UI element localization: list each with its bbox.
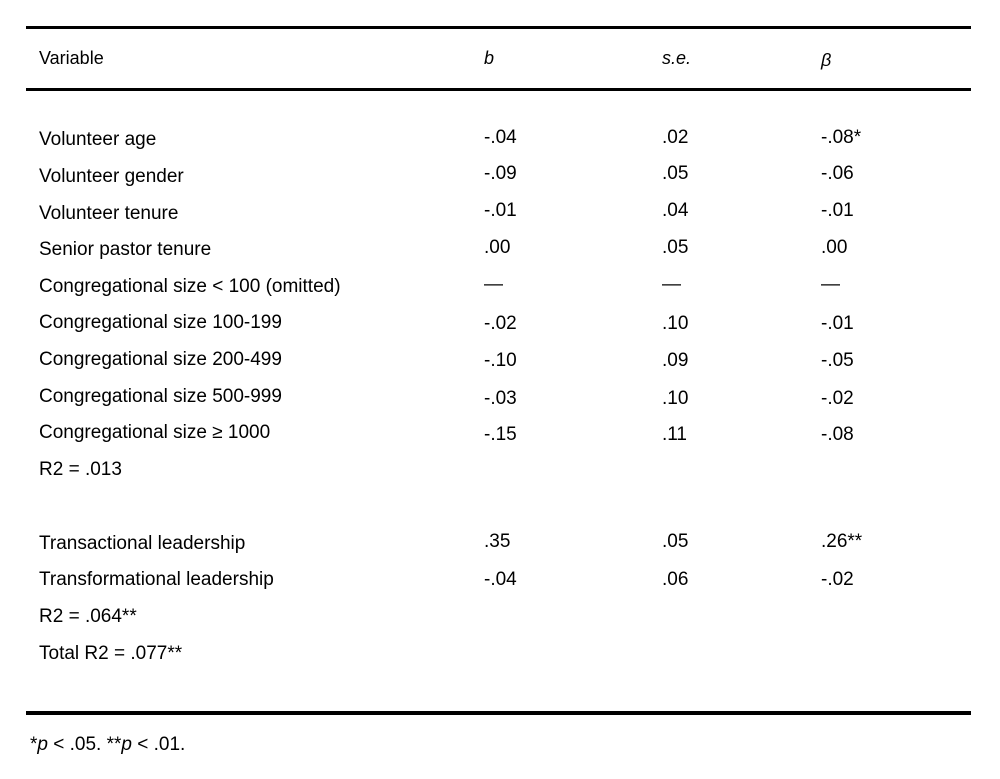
row-beta: .26** [821, 531, 863, 552]
row-b: -.04 [484, 569, 517, 590]
row-beta: -.05 [821, 350, 854, 371]
block1-r2: R2 = .013 [39, 459, 122, 480]
row-b: -.03 [484, 388, 517, 409]
row-b: -.15 [484, 424, 517, 445]
row-se: .06 [662, 569, 689, 590]
row-beta: — [821, 274, 840, 295]
row-b: -.01 [484, 200, 517, 221]
row-variable: Senior pastor tenure [39, 239, 212, 260]
row-se: .10 [662, 388, 689, 409]
footnote-text1: < .05. [47, 734, 107, 755]
row-beta: -.02 [821, 569, 854, 590]
row-variable: Transformational leadership [39, 569, 274, 590]
row-variable: Congregational size 100-199 [39, 312, 282, 333]
row-se: .05 [662, 531, 689, 552]
row-variable: Transactional leadership [39, 533, 246, 554]
row-variable: Congregational size < 100 (omitted) [39, 276, 341, 297]
row-se: — [662, 274, 681, 295]
footnote-star2: ** [106, 734, 122, 755]
row-variable: Volunteer gender [39, 166, 184, 187]
row-variable: Congregational size ≥ 1000 [39, 422, 271, 443]
table-top-rule [26, 26, 971, 29]
row-beta: -.06 [821, 163, 854, 184]
row-beta: -.08 [821, 424, 854, 445]
row-b: -.10 [484, 350, 517, 371]
row-se: .05 [662, 237, 689, 258]
total-r2: Total R2 = .077** [39, 643, 183, 664]
row-se: .10 [662, 313, 689, 334]
row-b: .35 [484, 531, 511, 552]
row-beta: -.01 [821, 313, 854, 334]
row-beta: -.01 [821, 200, 854, 221]
row-b: -.04 [484, 127, 517, 148]
footnote-text2: < .01. [131, 734, 186, 755]
row-se: .05 [662, 163, 689, 184]
row-se: .02 [662, 127, 689, 148]
header-bottom-rule [26, 88, 971, 91]
block2-r2: R2 = .064** [39, 606, 137, 627]
row-variable: Volunteer tenure [39, 203, 179, 224]
row-b: .00 [484, 237, 511, 258]
row-variable: Congregational size 200-499 [39, 349, 282, 370]
header-se: s.e. [662, 48, 692, 68]
row-beta: -.08* [821, 127, 862, 148]
row-variable: Congregational size 500-999 [39, 386, 282, 407]
row-se: .11 [662, 424, 688, 445]
row-beta: .00 [821, 237, 848, 258]
footnote-star1: * [30, 734, 38, 755]
table-bottom-rule [26, 711, 971, 715]
header-beta: β [821, 50, 832, 70]
row-se: .09 [662, 350, 689, 371]
header-variable: Variable [39, 48, 104, 68]
table-footnote [30, 734, 185, 756]
header-b: b [484, 48, 495, 68]
row-b: -.09 [484, 163, 517, 184]
footnote-p1: p [37, 734, 48, 755]
row-se: .04 [662, 200, 689, 221]
row-variable: Volunteer age [39, 129, 157, 150]
row-b: — [484, 274, 503, 295]
footnote-p2: p [121, 734, 132, 755]
row-beta: -.02 [821, 388, 854, 409]
row-b: -.02 [484, 313, 517, 334]
